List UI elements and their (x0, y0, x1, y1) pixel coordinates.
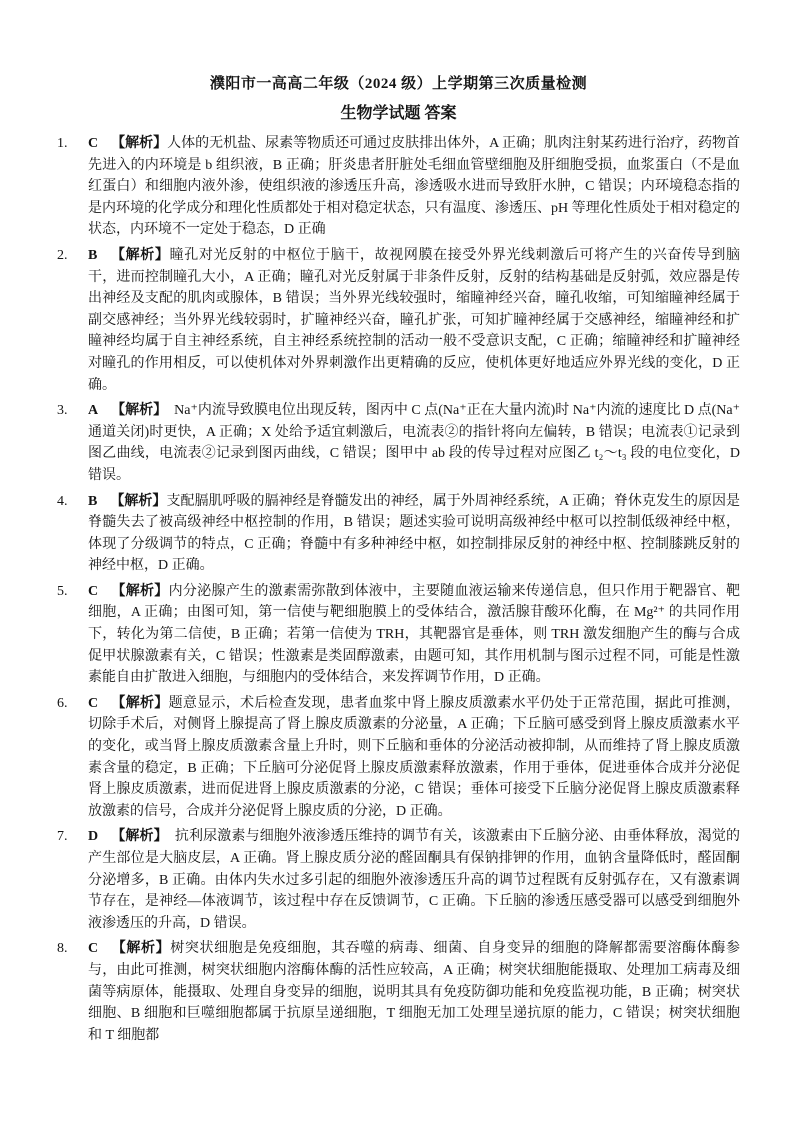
answer-item-8 (57, 938, 740, 1046)
analysis-label: 【解析】 (111, 583, 169, 599)
analysis-label: 【解析】 (111, 941, 171, 957)
item-text: 抗利尿激素与细胞外液渗透压维持的调节有关，该激素由下丘脑分泌、由垂体释放，渴觉的产生部位是大脑皮层，A 正确。肾上腺皮质分泌的醛固酮具有保钠排钾的作用，血钠含量降低时，醛固酮分泌增多，B 正确。由体内失水过多引起的细胞外液渗透压升高的调节过程既有反射弧存在，又有激素调节存在，是神经—体液调节，该过程中存在反馈调节，C 正确。下丘脑的渗透压感受器可以感受到细胞外液渗透压的升高，D 错误。 (88, 829, 741, 931)
item-number: 3. (57, 403, 68, 419)
item-number: 6. (57, 695, 68, 711)
item-answer: B (88, 247, 98, 263)
answer-item-3 (57, 400, 740, 486)
item-number: 2. (57, 247, 68, 263)
item-text: 人体的无机盐、尿素等物质还可通过皮肤排出体外，A 正确；肌肉注射某药进行治疗，药物首先进入的内环境是 b 组织液，B 正确；肝炎患者肝脏处毛细血管壁细胞及肝细胞受损，血浆蛋白（不是血红蛋白）和细胞内液外渗，使组织液的渗透压升高，渗透吸水进而导致肝水肿，C 错误；内环境稳态指的是内环境的化学成分和理化性质都处于相对稳定状态，只有温度、渗透压、pH 等理化性质处于相对稳定的状态，内环境不一定处于稳态，D 正确 (88, 136, 741, 238)
answer-list (57, 133, 740, 1046)
item-text: Na⁺内流导致膜电位出现反转，图丙中 C 点(Na⁺正在大量内流)时 Na⁺内流的速度比 D 点(Na⁺通道关闭)时更快，A 正确；X 处给予适宜刺激后，电流表②的指针将向左偏转，B 错误；电流表①记录到图乙曲线，电流表②记录到图丙曲线，C 错误；图甲中 ab 段的传导过程对应图乙 t₂～t₃ 段的电位变化，D 错误。 (88, 403, 740, 483)
item-answer: C (88, 695, 99, 711)
item-answer: D (88, 829, 99, 845)
analysis-label: 【解析】 (111, 403, 161, 419)
answer-item-4 (57, 491, 740, 577)
item-answer: C (88, 583, 99, 599)
item-text: 树突状细胞是免疫细胞，其吞噬的病毒、细菌、自身变异的细胞的降解都需要溶酶体酶参与，由此可推测，树突状细胞内溶酶体酶的活性应较高，A 正确；树突状细胞能摄取、处理加工病毒及细菌等病原体，能摄取、处理自身变异的细胞，说明其具有免疫防御功能和免疫监视功能，B 正确；树突状细胞、B 细胞和巨噬细胞都属于抗原呈递细胞，T 细胞无加工处理呈递抗原的能力，C 错误；树突状细胞和 T 细胞都 (88, 941, 740, 1043)
item-number: 7. (57, 829, 68, 845)
item-number: 5. (57, 583, 68, 599)
item-answer: B (88, 493, 98, 509)
item-text: 瞳孔对光反射的中枢位于脑干，故视网膜在接受外界光线刺激后可将产生的兴奋传导到脑干，进而控制瞳孔大小，A 正确；瞳孔对光反射属于非条件反射，反射的结构基础是反射弧，效应器是传出神经及支配的肌肉或腺体，B 错误；当外界光线较强时，缩瞳神经兴奋，瞳孔收缩，可知缩瞳神经属于副交感神经；当外界光线较弱时，扩瞳神经兴奋，瞳孔扩张，可知扩瞳神经属于交感神经，缩瞳神经和扩瞳神经均属于自主神经系统，自主神经系统控制的活动一般不受意识支配，C 正确；缩瞳神经和扩瞳神经对瞳孔的作用相反，可以使机体对外界刺激作出更精确的反应，使机体更好地适应外界光线的变化，D 正确。 (88, 247, 741, 393)
item-number: 1. (57, 136, 68, 151)
document-subtitle: 生物学试题 答案 (340, 105, 457, 122)
answer-item-2 (57, 245, 740, 396)
document-title: 濮阳市一高高二年级（2024 级）上学期第三次质量检测 (209, 76, 588, 92)
analysis-label: 【解析】 (110, 493, 167, 509)
item-answer: C (88, 941, 99, 957)
answer-item-6 (57, 693, 740, 823)
item-answer: A (88, 403, 99, 419)
item-number: 8. (57, 941, 68, 957)
answer-item-1 (57, 133, 740, 241)
item-number: 4. (57, 493, 68, 509)
analysis-label: 【解析】 (111, 136, 168, 151)
analysis-label: 【解析】 (110, 247, 170, 263)
answer-item-7 (57, 826, 740, 934)
item-text: 支配膈肌呼吸的膈神经是脊髓发出的神经，属于外周神经系统，A 正确；脊休克发生的原因是脊髓失去了被高级神经中枢控制的作用，B 错误；题述实验可说明高级神经中枢可以控制低级神经中枢，体现了分级调节的特点，C 正确；脊髓中有多种神经中枢，如控制排尿反射的神经中枢、控制膝跳反射的神经中枢，D 正确。 (88, 493, 740, 574)
analysis-label: 【解析】 (111, 695, 169, 711)
analysis-label: 【解析】 (111, 829, 161, 845)
item-text: 内分泌腺产生的激素需弥散到体液中，主要随血液运输来传递信息，但只作用于靶器官、靶细胞，A 正确；由图可知，第一信使与靶细胞膜上的受体结合，激活腺苷酸环化酶，在 Mg²⁺ 的共同作用下，转化为第二信使，B 正确；若第一信使为 TRH，其靶器官是垂体，则 TRH 激发细胞产生的酶与合成促甲状腺激素有关，C 错误；性激素是类固醇激素，由题可知，其作用机制与图示过程不同，可能是性激素能自由扩散进入细胞，与细胞内的受体结合，来发挥调节作用，D 正确。 (88, 583, 741, 686)
item-answer: C (88, 136, 99, 151)
item-text: 题意显示，术后检查发现，患者血浆中肾上腺皮质激素水平仍处于正常范围，据此可推测，切除手术后，对侧肾上腺提高了肾上腺皮质激素的分泌量，A 正确；下丘脑可感受到肾上腺皮质激素水平的变化，或当肾上腺皮质激素含量上升时，则下丘脑和垂体的分泌活动被抑制，从而维持了肾上腺皮质激素含量的稳定，B 正确；下丘脑可分泌促肾上腺皮质激素释放激素，作用于垂体，促进垂体合成并分泌促肾上腺皮质激素，进而促进肾上腺皮质激素的分泌，C 错误；垂体可接受下丘脑分泌促肾上腺皮质激素释放激素的信号，合成并分泌促肾上腺皮质的分泌，D 正确。 (88, 695, 741, 819)
answer-item-5 (57, 581, 740, 689)
